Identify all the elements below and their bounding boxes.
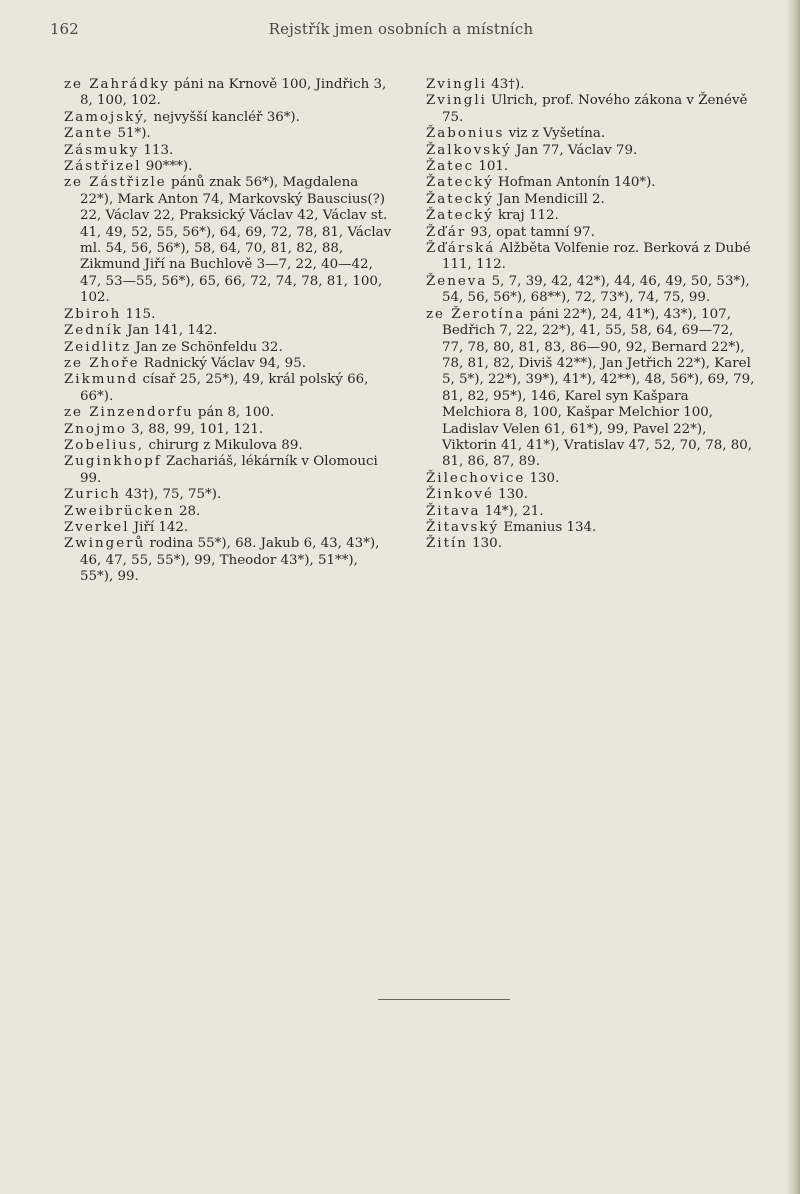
entry-headword: Žinkové [426,487,494,503]
index-entry [426,274,758,307]
entry-references: 90***). [141,159,193,175]
entry-headword: Žitavský [426,519,500,535]
entry-headword: Zikmund [64,372,139,388]
entry-headword: Zwingerů [64,536,146,552]
index-entry [64,356,394,372]
index-entry [426,225,758,241]
entry-headword: Žďár [426,224,467,240]
entry-headword: Zvingli [426,93,487,109]
entry-references: 115. [121,306,156,322]
entry-headword: ze Zinzendorfu [64,405,194,421]
index-entry [426,143,758,159]
index-entry [64,520,394,536]
entry-references: 3, 88, 99, 101, 121. [126,421,264,437]
entry-headword: Ženeva [426,273,488,289]
entry-references: 14*), 21. [480,503,544,519]
entry-headword: Zástřizel [64,159,142,175]
index-entry [64,143,394,159]
entry-headword: Žitava [426,503,481,519]
entry-headword: ze Zahrádky [64,77,170,92]
index-entry [426,126,758,142]
entry-headword: Zante [64,126,114,142]
entry-headword: Zurich [64,487,121,503]
index-entry [64,422,394,438]
entry-references: Hofman Antonín 140*). [493,175,656,191]
index-entry [64,405,394,421]
entry-headword: Zamojský, [64,109,150,125]
entry-references: Zachariáš, lékárník v Olomouci 99. [80,454,378,486]
index-entry [64,126,394,142]
entry-references: 28. [174,503,201,519]
entry-references: Jiří 142. [129,519,189,535]
entry-references: nejvyšší kancléř 36*). [149,109,300,125]
entry-references: Jan 141, 142. [122,323,218,339]
page-number: 162 [50,20,79,38]
index-entry [426,504,758,520]
entry-references: Jan 77, Václav 79. [511,142,638,158]
entry-references: 101. [474,159,509,175]
index-entry [426,175,758,191]
index-column-left [64,77,394,586]
entry-references: císař 25, 25*), 49, král polský 66, 66*). [80,372,369,404]
entry-headword: ze Zástřizle [64,175,167,191]
entry-references: chirurg z Mikulova 89. [144,437,303,453]
entry-references: 5, 7, 39, 42, 42*), 44, 46, 49, 50, 53*), 54, 56, 56*), 68**), 72, 73*), 74, 75, 99. [442,273,750,306]
entry-references: Jan ze Schönfeldu 32. [131,339,283,355]
entry-references: 51*). [113,126,151,142]
index-entry [64,159,394,175]
entry-headword: Žatecký [426,208,494,224]
entry-references: 93, opat tamní 97. [466,224,595,240]
entry-headword: Zásmuky [64,142,140,158]
entry-references: viz z Vyšetína. [504,126,606,142]
entry-references: 130. [467,536,502,552]
index-entry [426,307,758,471]
index-entry [426,192,758,208]
entry-headword: Znojmo [64,421,127,437]
entry-headword: Žitín [426,536,468,552]
entry-headword: Zeidlitz [64,339,132,355]
entry-headword: Žalkovský [426,142,512,158]
entry-headword: Zvingli [426,77,487,92]
index-entry [426,208,758,224]
entry-references: páni 22*), 24, 41*), 43*), 107, Bedřich 7, 22, 22*), 41, 55, 58, 64, 69—72, 77, 78, 80, 81, 83, 86—90, 92, Bernard 22*), 78, 81, 82, Diviš 42**), Jan Jetřich 22*), Karel 5, 5*), 22*), 39*), 41*), 42**), 48, 56*), 69, 79, 81, 82, 95*), 146, Karel syn Kašpara Melchiora 8, 100, Kašpar Melchior 100, Ladislav Velen 61, 61*), 99, Pavel 22*), Viktorin 41, 41*), Vratislav 47, 52, 70, 78, 80, 81, 86, 87, 89. [442,306,755,470]
entry-references: kraj 112. [493,208,559,224]
entry-references: 43†), 75, 75*). [120,487,222,503]
entry-headword: ze Zhoře [64,355,140,371]
page-header [50,20,752,44]
entry-references: pán 8, 100. [193,405,275,421]
entry-headword: Žilechovice [426,470,526,486]
entry-headword: Zbiroh [64,306,122,322]
entry-references: 130. [493,487,528,503]
entry-references: Emanius 134. [499,519,597,535]
index-entry [426,159,758,175]
index-entry [64,175,394,306]
entry-references: Radnický Václav 94, 95. [139,355,306,371]
index-entry [64,307,394,323]
entry-headword: Zverkel [64,519,130,535]
entry-headword: Zuginkhopf [64,454,162,470]
entry-headword: Žatecký [426,175,494,191]
entry-references: 113. [139,142,174,158]
running-title: Rejstřík jmen osobních a místních [268,20,534,38]
entry-references: Alžběta Volfenie roz. Berková z Dubé 111, 112. [442,241,751,273]
index-entry [64,323,394,339]
entry-headword: Žabonius [426,126,505,142]
index-entry [64,454,394,487]
index-entry [426,487,758,503]
entry-references: 130. [525,470,560,486]
index-entry [64,110,394,126]
entry-references: rodina 55*), 68. Jakub 6, 43, 43*), 46, 47, 55, 55*), 99, Theodor 43*), 51**), 55*), 99. [80,536,380,585]
entry-references: pánů znak 56*), Magdalena 22*), Mark Anton 74, Markovský Bauscius(?) 22, Václav 22, Praksický Václav 42, Václav st. 41, 49, 52, 55, 56*), 64, 69, 72, 78, 81, Václav ml. 54, 56, 56*), 58, 64, 70, 81, 82, 88, Zikmund Jiří na Buchlově 3—7, 22, 40—42, 47, 53—55, 56*), 65, 66, 72, 74, 78, 81, 100, 102. [80,175,392,306]
index-entry [64,487,394,503]
index-entry [426,241,758,274]
page-edge-shadow [786,0,800,1194]
index-entry [426,93,758,126]
index-entry [64,372,394,405]
index-entry [64,438,394,454]
entry-headword: Žďárská [426,241,496,257]
entry-headword: Zedník [64,323,123,339]
entry-headword: Žatecký [426,191,494,207]
entry-headword: Žatec [426,159,475,175]
index-entry [64,504,394,520]
index-entry [426,520,758,536]
entry-headword: Zweibrücken [64,503,175,519]
index-entry [64,77,394,110]
index-entry [426,77,758,93]
entry-references: páni na Krnově 100, Jindřich 3, 8, 100, 102. [80,77,387,109]
entry-references: 43†). [486,77,525,92]
entry-headword: Zobelius, [64,437,145,453]
index-entry [64,340,394,356]
index-entry [426,536,758,552]
entry-references: Ulrich, prof. Nového zákona v Ženévě 75. [442,93,748,125]
index-entry [64,536,394,585]
index-column-right [426,77,758,553]
index-entry [426,471,758,487]
end-rule [378,999,510,1000]
entry-references: Jan Mendicill 2. [493,191,605,207]
entry-headword: ze Žerotína [426,306,526,322]
